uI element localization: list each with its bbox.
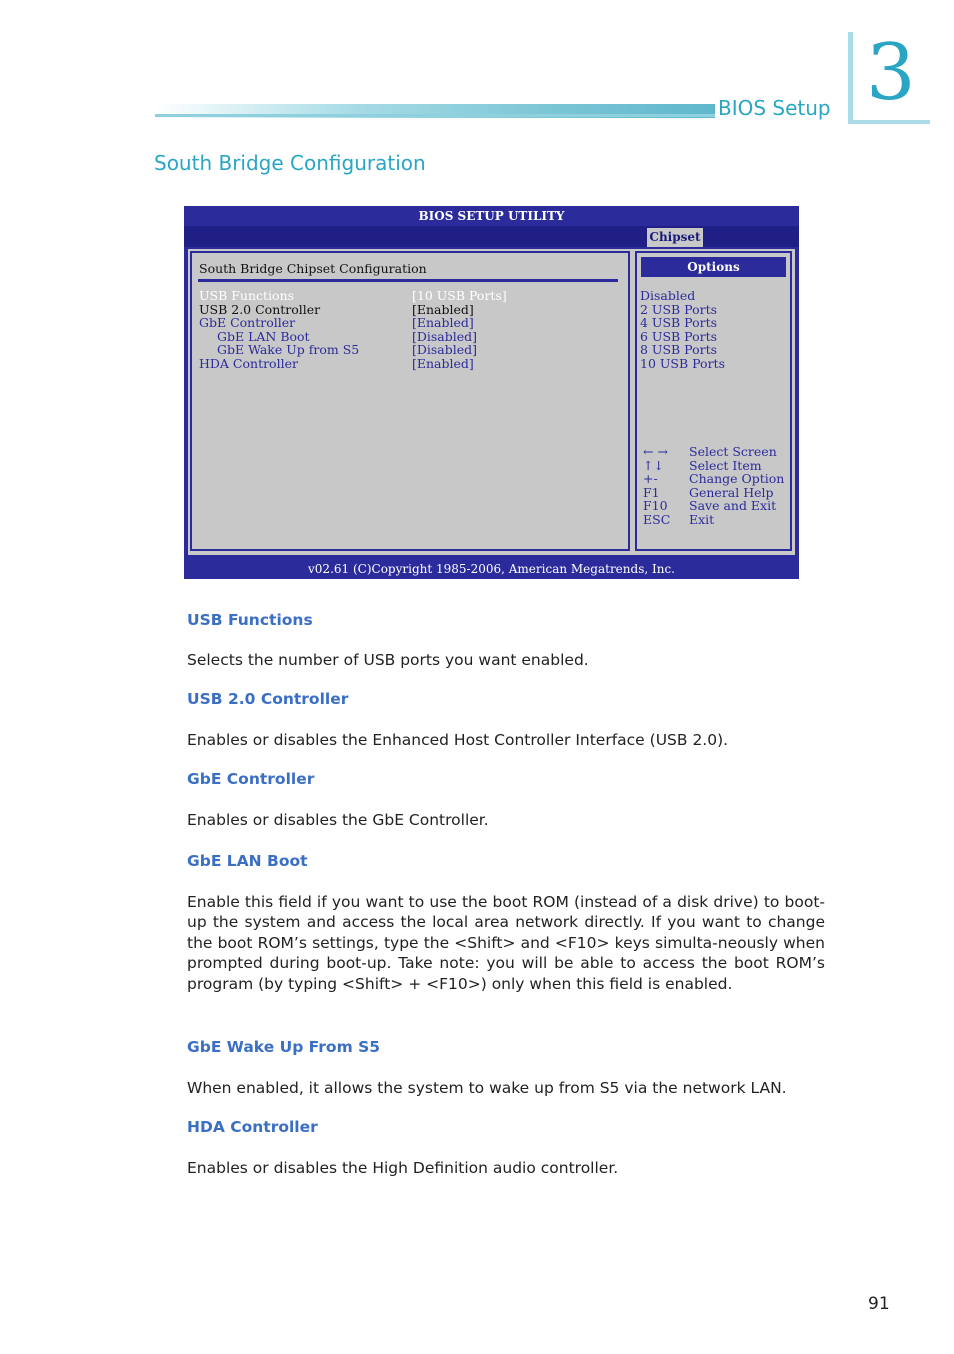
bios-title: BIOS SETUP UTILITY [418, 209, 565, 223]
key-exit: ESC [643, 512, 671, 527]
heading-usb-functions: USB Functions [187, 611, 313, 629]
heading-gbe-controller: GbE Controller [187, 770, 315, 788]
key-general-help-desc: General Help [689, 484, 774, 500]
row-gbe-controller-label[interactable]: GbE Controller [199, 315, 296, 331]
key-exit-desc: Exit [689, 512, 715, 527]
text-gbe-lan-boot: Enable this field if you want to use the boot ROM (instead of a disk drive) to boot-up the system and access the local area network directly. If you want to change the boot ROM’s settings, type the <Shift> and <F10> keys simulta-neously when prompted during boot-up. Take note: you will be able to access the boot ROM’s program (by typing <Shift> + <F10>) only when this field is enabled. [187, 893, 825, 993]
key-save-exit-desc: Save and Exit [689, 498, 777, 514]
text-gbe-wake-up: When enabled, it allows the system to wake up from S5 via the network LAN. [187, 1079, 787, 1097]
key-select-item: ↑↓ [643, 457, 664, 473]
heading-hda-controller: HDA Controller [187, 1118, 318, 1136]
option-item[interactable]: 10 USB Ports [640, 356, 725, 371]
key-select-screen: ← → [643, 444, 668, 459]
key-general-help: F1 [643, 484, 660, 500]
key-select-screen-desc: Select Screen [689, 444, 777, 459]
bios-copyright: v02.61 (C)Copyright 1985-2006, American Megatrends, Inc. [308, 562, 675, 576]
heading-gbe-wake-up: GbE Wake Up From S5 [187, 1038, 381, 1056]
section-title: South Bridge Configuration [154, 151, 426, 175]
option-item[interactable]: 2 USB Ports [640, 301, 718, 317]
options-title: Options [641, 257, 786, 277]
row-gbe-lan-boot-value[interactable]: [Disabled] [412, 328, 478, 344]
config-title: South Bridge Chipset Configuration [199, 261, 427, 276]
row-gbe-lan-boot-label[interactable]: GbE LAN Boot [217, 328, 310, 344]
row-usb-functions-value[interactable]: [10 USB Ports] [412, 288, 507, 303]
page-number: 91 [868, 1294, 890, 1314]
key-change-option-desc: Change Option [689, 471, 785, 487]
row-usb20-controller-label[interactable]: USB 2.0 Controller [199, 301, 321, 317]
bios-screen [184, 206, 799, 579]
row-gbe-wake-value[interactable]: [Disabled] [412, 342, 478, 358]
option-item[interactable]: Disabled [640, 288, 696, 303]
bios-tab-bar [184, 226, 799, 247]
key-save-exit: F10 [643, 498, 668, 514]
row-hda-controller-value[interactable]: [Enabled] [412, 356, 474, 371]
header-decor-bar [155, 104, 715, 118]
row-usb-functions-label[interactable]: USB Functions [199, 288, 295, 303]
tab-chipset[interactable]: Chipset [647, 228, 703, 247]
bios-body [188, 249, 795, 555]
options-panel [635, 251, 792, 551]
option-item[interactable]: 4 USB Ports [640, 315, 718, 331]
key-select-item-desc: Select Item [689, 457, 762, 473]
row-gbe-wake-label[interactable]: GbE Wake Up from S5 [217, 342, 360, 358]
text-usb-functions: Selects the number of USB ports you want enabled. [187, 651, 589, 669]
text-gbe-controller: Enables or disables the GbE Controller. [187, 811, 489, 829]
config-divider [198, 279, 618, 282]
text-hda-controller: Enables or disables the High Definition audio controller. [187, 1159, 619, 1177]
header-title: BIOS Setup [718, 96, 831, 120]
row-gbe-controller-value[interactable]: [Enabled] [412, 315, 474, 331]
config-panel [190, 251, 630, 551]
heading-usb20-controller: USB 2.0 Controller [187, 690, 349, 708]
option-item[interactable]: 8 USB Ports [640, 342, 718, 358]
text-usb20-controller: Enables or disables the Enhanced Host Controller Interface (USB 2.0). [187, 731, 729, 749]
key-change-option: +- [643, 471, 658, 487]
option-item[interactable]: 6 USB Ports [640, 328, 718, 344]
row-usb20-controller-value[interactable]: [Enabled] [412, 301, 474, 317]
heading-gbe-lan-boot: GbE LAN Boot [187, 852, 308, 870]
row-hda-controller-label[interactable]: HDA Controller [199, 356, 298, 371]
chapter-number: 3 [866, 28, 916, 118]
